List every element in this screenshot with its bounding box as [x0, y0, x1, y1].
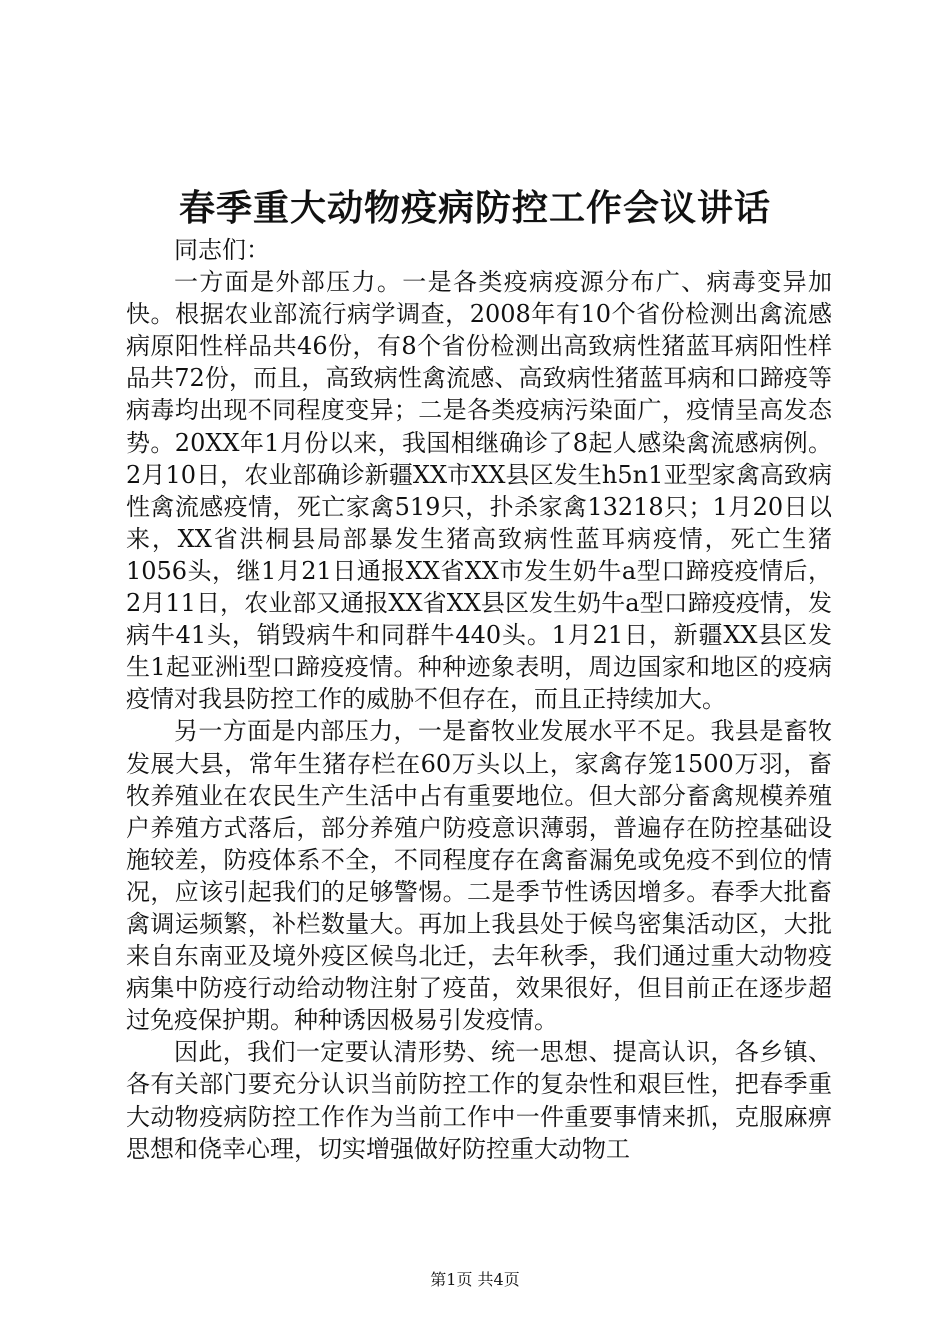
conclusion-paragraph: 因此，我们一定要认清形势、统一思想、提高认识，各乡镇、各有关部门要充分认识当前防控工作的复杂性和艰巨性，把春季重大动物疫病防控工作作为当前工作中一件重要事情来抓，克服麻痹思想和侥幸心理，切实增强做好防控重大动物工: [126, 1038, 832, 1163]
external-pressure-paragraph: 一方面是外部压力。一是各类疫病疫源分布广、病毒变异加快。根据农业部流行病学调查，2008年有10个省份检测出禽流感病原阳性样品共46份，有8个省份检测出高致病性猪蓝耳病阳性样品共72份，而且，高致病性禽流感、高致病性猪蓝耳病和口蹄疫等病毒均出现不同程度变异；二是各类疫病污染面广，疫情呈高发态势。20XX年1月份以来，我国相继确诊了8起人感染禽流感病例。2月10日，农业部确诊新疆XX市XX县区发生h5n1亚型家禽高致病性禽流感疫情，死亡家禽519只，扑杀家禽13218只；1月20日以来，XX省洪桐县局部暴发生猪高致病性蓝耳病疫情，死亡生猪1056头，继1月21日通报XX省XX市发生奶牛a型口蹄疫疫情后，2月11日，农业部又通报XX省XX县区发生奶牛a型口蹄疫疫情，发病牛41头，销毁病牛和同群牛440头。1月21日，新疆XX县区发生1起亚洲i型口蹄疫疫情。种种迹象表明，周边国家和地区的疫病疫情对我县防控工作的威胁不但存在，而且正持续加大。: [126, 268, 832, 714]
salutation-paragraph: 同志们：: [174, 236, 270, 264]
document-body: [126, 234, 832, 1165]
document-title: 春季重大动物疫病防控工作会议讲话: [178, 187, 771, 229]
internal-pressure-paragraph: 另一方面是内部压力，一是畜牧业发展水平不足。我县是畜牧发展大县，常年生猪存栏在60万头以上，家禽存笼1500万羽，畜牧养殖业在农民生产生活中占有重要地位。但大部分畜禽规模养殖户养殖方式落后，部分养殖户防疫意识薄弱，普遍存在防控基础设施较差，防疫体系不全，不同程度存在禽畜漏免或免疫不到位的情况，应该引起我们的足够警惕。二是季节性诱因增多。春季大批畜禽调运频繁，补栏数量大。再加上我县处于候鸟密集活动区，大批来自东南亚及境外疫区候鸟北迁，去年秋季，我们通过重大动物疫病集中防疫行动给动物注射了疫苗，效果很好，但目前正在逐步超过免疫保护期。种种诱因极易引发疫情。: [126, 717, 832, 1035]
page-footer: 第1页 共4页: [430, 1270, 520, 1289]
